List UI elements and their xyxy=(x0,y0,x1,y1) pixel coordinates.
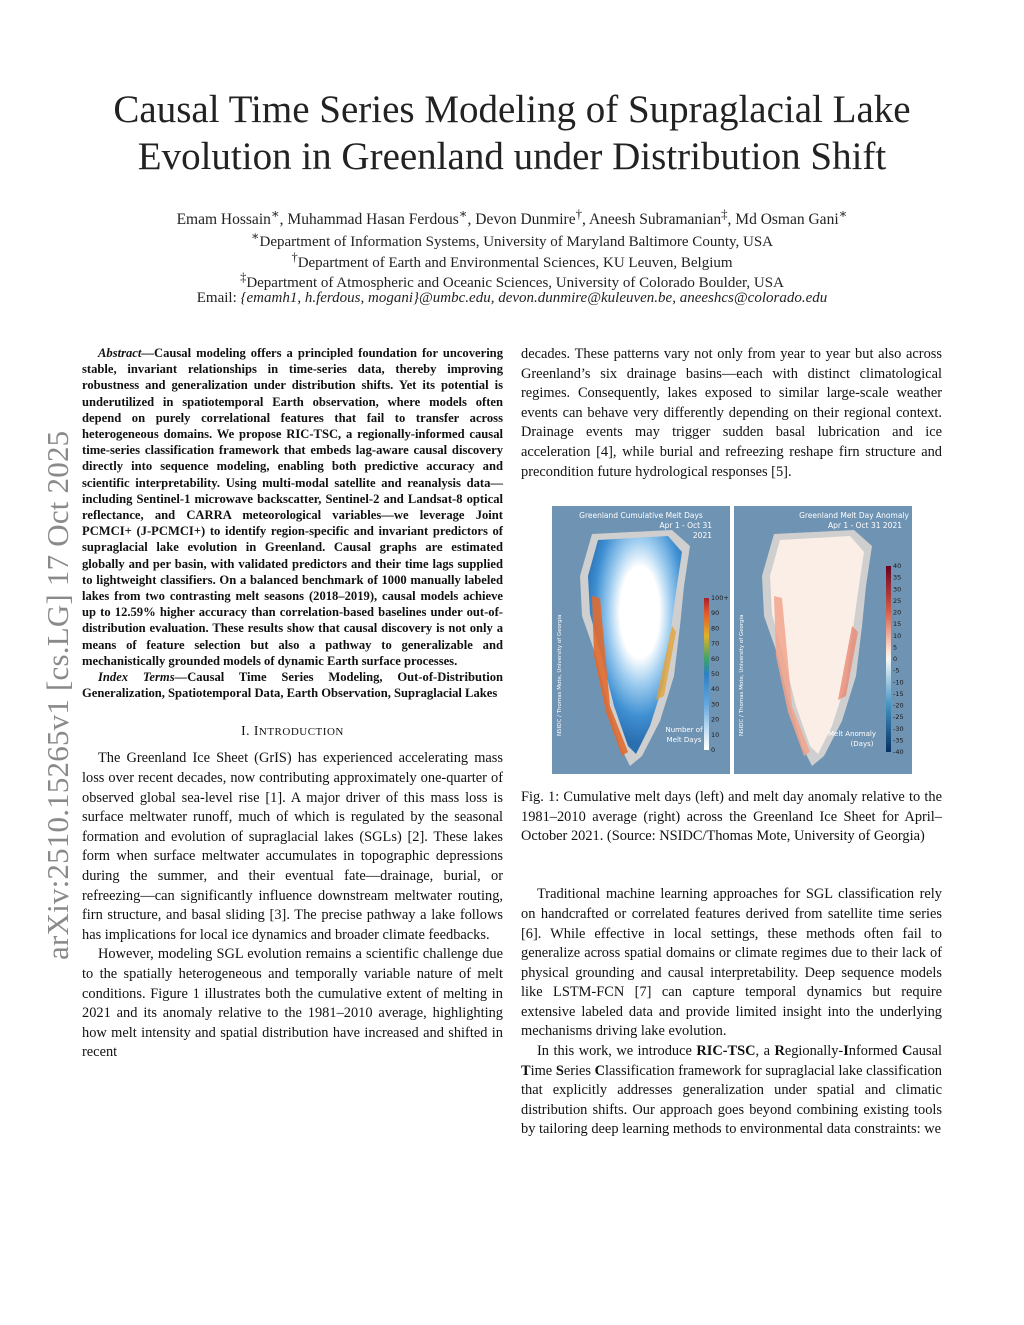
p3-acronym: RIC-TSC xyxy=(696,1043,756,1060)
colorbar-tick-label: 5 xyxy=(893,643,898,652)
colorbar-tick-label: 0 xyxy=(893,655,898,664)
right-map-title-1: Greenland Melt Day Anomaly xyxy=(799,511,909,521)
section-title-rest: NTRODUCTION xyxy=(258,726,344,739)
colorbar-tick-label: -15 xyxy=(893,690,904,699)
author-name: Emam Hossain xyxy=(176,211,271,229)
colorbar-tick-label: 60 xyxy=(711,654,720,663)
cumulative-melt-map-graphic xyxy=(552,506,730,774)
section-number: I. xyxy=(241,723,251,739)
colorbar-tick-label: -5 xyxy=(893,666,900,675)
colorbar-tick-label: -40 xyxy=(893,748,904,757)
figure-1 xyxy=(521,506,942,774)
email-label: Email: xyxy=(196,290,237,306)
right-paragraph-3 xyxy=(521,1042,942,1140)
colorbar-tick-label: 40 xyxy=(893,562,902,571)
left-column xyxy=(82,345,503,1063)
colorbar-tick-label: 0 xyxy=(711,746,716,755)
figure-caption: Fig. 1: Cumulative melt days (left) and melt day anomaly relative to the 1981–2010 average (right) across the Greenland Ice Sheet for April–October 2021. (Source: NSIDC/Thomas Mote, University of Georgia) xyxy=(521,789,942,845)
author-mark: ∗ xyxy=(838,206,848,221)
index-terms-text: Causal Time Series Modeling, Out-of-Distribution Generalization, Spatiotemporal Data, Earth Observation, Supraglacial Lakes xyxy=(82,670,503,701)
colorbar-tick-label: 15 xyxy=(893,620,902,629)
index-terms xyxy=(82,669,503,701)
colorbar-tick-label: -30 xyxy=(893,724,904,733)
affiliation-mark: ∗ xyxy=(250,229,260,243)
colorbar-tick-label: 40 xyxy=(711,685,720,694)
colorbar-tick-label: 35 xyxy=(893,573,902,582)
right-column xyxy=(521,345,942,1140)
affiliation-mark: † xyxy=(291,250,298,264)
left-legend-line-1: Number of xyxy=(665,726,703,735)
colorbar-tick-label: -10 xyxy=(893,678,904,687)
p3-pre: In this work, we introduce xyxy=(537,1043,697,1060)
author-name: Md Osman Gani xyxy=(735,211,839,229)
acronym-initial: R xyxy=(774,1043,785,1060)
affiliation-mark: ‡ xyxy=(240,270,247,284)
p3-tail: framework for supraglacial lake classification that explicitly addresses generalization under spatial and climatic distribution shifts. Our approach goes beyond combining existing tools by tailoring deep learning methods to environmental data constraints: we xyxy=(521,1062,942,1138)
author-name: Aneesh Subramanian xyxy=(588,211,722,229)
colorbar-tick-label: 30 xyxy=(711,700,720,709)
title-line-2: Evolution in Greenland under Distribution Shift xyxy=(137,135,887,178)
acronym-initial: T xyxy=(521,1062,531,1079)
melt-anomaly-map xyxy=(734,506,912,774)
left-map-title-1: Greenland Cumulative Melt Days xyxy=(579,511,703,521)
author-list: Emam Hossain∗, Muhammad Hasan Ferdous∗, Devon Dunmire†, Aneesh Subramanian‡, Md Osman Gani∗ xyxy=(176,206,848,229)
left-map-credit: NSIDC / Thomas Mote, University of Georgia xyxy=(557,614,563,737)
melt-colorbar xyxy=(704,598,709,750)
acronym-rest: egionally- xyxy=(784,1043,844,1060)
right-map-credit: NSIDC / Thomas Mote, University of Georgia xyxy=(739,614,745,737)
colorbar-tick-label: 100+ xyxy=(711,594,729,603)
acronym-rest: lassification xyxy=(605,1062,675,1079)
colorbar-tick-label: 70 xyxy=(711,639,720,648)
arxiv-stamp xyxy=(18,0,75,1325)
colorbar-tick-label: 25 xyxy=(893,597,902,606)
abstract xyxy=(82,345,503,669)
right-legend-line-1: Melt Anomaly xyxy=(828,730,876,739)
arxiv-identifier: arXiv:2510.15265v1 [cs.LG] 17 Oct 2025 xyxy=(40,430,75,960)
right-map-title-2: Apr 1 - Oct 31 2021 xyxy=(828,521,902,531)
acronym-initial: C xyxy=(594,1062,606,1079)
acronym-initial: S xyxy=(555,1062,564,1079)
colorbar-tick-label: 80 xyxy=(711,624,720,633)
title-line-1: Causal Time Series Modeling of Supraglacial Lake xyxy=(113,88,911,131)
left-map-title-2: Apr 1 - Oct 31 xyxy=(659,521,712,531)
right-paragraph-2: Traditional machine learning approaches for SGL classification rely on handcrafted or correlated features derived from satellite time series [6]. While effective in local settings, these methods often fail to generalize across spatial domains or climate regimes due to their lack of physical grounding and causal interpretability. Deep sequence models like LSTM-FCN [7] can capture temporal dynamics but require extensive labeled data and provide limited insight into the underlying mechanisms driving lake evolution. xyxy=(521,886,942,1040)
section-heading xyxy=(82,723,503,739)
email-addresses[interactable]: {emamh1, h.ferdous, mogani}@umbc.edu, devon.dunmire@kuleuven.be, aneeshcs@colorado.edu xyxy=(240,290,828,306)
cumulative-melt-map xyxy=(552,506,730,774)
right-legend-line-2: (Days) xyxy=(850,740,874,749)
author-name: Devon Dunmire xyxy=(475,211,576,229)
acronym-initial: I xyxy=(843,1043,849,1060)
colorbar-tick-label: -20 xyxy=(893,701,904,710)
section-title-initial: I xyxy=(253,723,259,739)
colorbar-tick-label: 20 xyxy=(893,608,902,617)
colorbar-tick-label: 10 xyxy=(893,631,902,640)
right-paragraph-1: decades. These patterns vary not only from year to year but also across Greenland’s six drainage basins—each with distinct climatological regimes. Consequently, lakes exposed to similar large-scale weather events can behave very differently depending on their regional context. Drainage events may trigger sudden basal lubrication and ice acceleration [4], while burial and refreezing reshape firn structure and precondition future hydrological responses [5]. xyxy=(521,346,942,480)
colorbar-tick-label: 10 xyxy=(711,730,720,739)
acronym-rest: nformed xyxy=(848,1043,903,1060)
acronym-initial: C xyxy=(902,1043,913,1060)
author-mark: ∗ xyxy=(458,206,468,221)
abstract-text: Causal modeling offers a principled foundation for uncovering stable, invariant relationships in time-series data, thereby improving robustness and generalization under distribution shifts. Yet its potential is underutilized in spatiotemporal Earth observation, where models often depend on purely correlational features that fail to transfer across heterogeneous domains. We propose RIC-TSC, a regionally-informed causal time-series classification framework that embeds lag-aware causal discovery directly into sequence modeling, enabling both predictive accuracy and scientific interpretability. Using multi-modal satellite and reanalysis data—including Sentinel-1 microwave backscatter, Sentinel-2 and Landsat-8 optical reflectance, and CARRA meteorological variables—we leverage Joint PCMCI+ (J-PCMCI+) to identify region-specific and invariant predictors of supraglacial lake evolution in Greenland. Causal graphs are estimated globally and per basin, with validated predictors and their time lags supplied to lightweight classifiers. On a balanced benchmark of 1000 manually labeled lakes from two contrasting melt seasons (2018–2019), causal models achieve up to 12.59% higher accuracy than correlation-based baselines under out-of-distribution evaluation. These results show that causal discovery is not only a means of feature selection but also a pathway to generalizable and mechanistically grounded models of dynamic Earth surface processes. xyxy=(82,346,503,668)
colorbar-tick-label: -25 xyxy=(893,713,904,722)
p3-mid: , a xyxy=(755,1043,775,1060)
author-mark: ‡ xyxy=(721,206,728,221)
acronym-rest: eries xyxy=(563,1062,595,1079)
colorbar-tick-label: -35 xyxy=(893,736,904,745)
paper-title xyxy=(60,86,964,180)
affiliation-text: Department of Earth and Environmental Sciences, KU Leuven, Belgium xyxy=(297,255,733,271)
abstract-label: Abstract— xyxy=(98,346,154,360)
left-legend-line-2: Melt Days xyxy=(666,736,702,745)
email-line xyxy=(60,287,964,309)
intro-paragraph-2: However, modeling SGL evolution remains a scientific challenge due to the spatially heterogeneous and temporally variable nature of melt conditions. Figure 1 illustrates both the cumulative extent of melting in 2021 and its anomaly relative to the 1981–2010 average, highlighting how melt intensity and spatial distribution have increased and shifted in recent xyxy=(82,946,503,1061)
author-mark: ∗ xyxy=(270,206,280,221)
anomaly-colorbar xyxy=(886,566,891,752)
acronym-rest: ime xyxy=(530,1062,556,1079)
affiliation-text: Department of Information Systems, University of Maryland Baltimore County, USA xyxy=(259,234,774,250)
author-mark: † xyxy=(575,206,583,221)
colorbar-tick-label: 50 xyxy=(711,670,720,679)
melt-anomaly-map-graphic xyxy=(734,506,912,774)
colorbar-tick-label: 90 xyxy=(711,609,720,618)
intro-paragraph-1: The Greenland Ice Sheet (GrIS) has experienced accelerating mass loss over recent decades, now contributing approximately one-quarter of observed global sea-level rise [1]. A major driver of this mass loss is surface meltwater runoff, much of which is regulated by the seasonal formation and evolution of supraglacial lakes (SGLs) [2]. These lakes form when surface meltwater accumulates in topographic depressions during the summer, and their eventual fate—drainage, burial, or refreezing—can significantly influence downstream meltwater routing, firn structure, and basal sliding [3]. The precise pathway a lake follows has implications for local ice dynamics and broader climate feedbacks. xyxy=(82,750,503,943)
acronym-rest: ausal xyxy=(912,1043,942,1060)
left-map-title-3: 2021 xyxy=(692,531,712,541)
colorbar-tick-label: 20 xyxy=(711,715,720,724)
index-terms-label: Index Terms— xyxy=(98,670,188,685)
author-name: Muhammad Hasan Ferdous xyxy=(287,211,459,229)
affiliation-text: Department of Atmospheric and Oceanic Sciences, University of Colorado Boulder, USA xyxy=(246,275,784,291)
colorbar-tick-label: 30 xyxy=(893,585,902,594)
